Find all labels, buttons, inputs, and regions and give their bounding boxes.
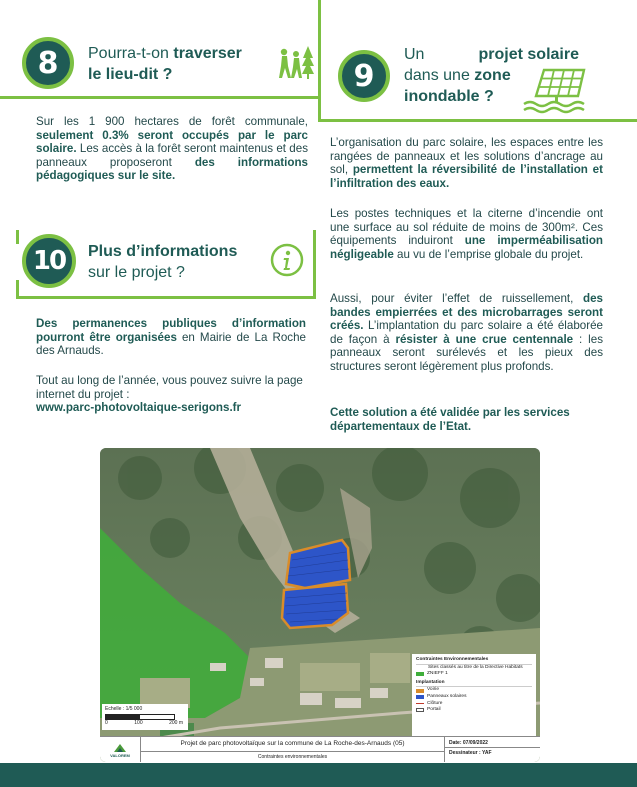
caption-title: Projet de parc photovoltaïque sur la commune de La Roche-des-Arnauds (05)	[141, 737, 444, 752]
divider-box10-right	[313, 230, 316, 299]
panels-swatch-icon	[416, 695, 424, 699]
site-map	[100, 448, 540, 762]
caption-date: Date: 07/09/2022	[445, 737, 540, 748]
section-10-paragraph-2: Tout au long de l’année, vous pouvez suivre la page internet du projet :	[36, 374, 303, 401]
legend-title-layout: Implantation	[416, 680, 532, 688]
divider-box10-top	[16, 230, 19, 244]
legend-item-road: Voirie	[416, 687, 532, 694]
section-9-number: 9	[338, 50, 390, 102]
hikers-icon	[272, 44, 314, 84]
section-8-text: Sur les 1 900 hectares de forêt communale, seulement 0.3% seront occupés par le parc solaire. Les accès à la forêt seront maintenus et des panneaux proposeront des informations pédagogiques sur le site.	[36, 115, 308, 183]
section-9-paragraph-3: Aussi, pour éviter l’effet de ruissellement, des bandes empierrées et des microbarrages seront créés. L’implantation du parc solaire a été élaborée de façon à résister à une crue centennale : les panneaux seront surélevés et les pieux des structures seront légèrement plus profonds.	[330, 292, 603, 373]
footer-bar	[0, 763, 637, 787]
section-10-title: Plus d’informations sur le projet ?	[88, 243, 238, 281]
section-10-number: 10	[22, 234, 76, 288]
legend-item-panels: Panneaux solaires	[416, 694, 532, 701]
section-9-paragraph-4: Cette solution a été validée par les services départementaux de l’Etat.	[330, 406, 570, 433]
divider-box10-bottom	[16, 296, 316, 299]
legend-title-constraints: Contraintes Environnementales	[416, 657, 532, 665]
scale-bar	[105, 714, 175, 720]
fence-line-icon	[416, 703, 424, 704]
section-9-paragraph-2: Les postes techniques et la citerne d’incendie ont une surface au sol réduite de moins de 300m². Ces équipements induiront une imperméabilisation négligeable au vu de l’emprise globale du projet.	[330, 207, 603, 261]
scale-0: 0	[105, 720, 108, 726]
road-swatch-icon	[416, 689, 424, 693]
section-10-paragraph-1: Des permanences publiques d’information pourront être organisées en Mairie de La Roche des Arnauds.	[36, 317, 306, 358]
znieff-swatch-icon	[416, 672, 424, 676]
legend-item-gate: Portail	[416, 707, 532, 714]
divider-top-left	[0, 96, 321, 99]
divider-box10-left	[16, 280, 19, 299]
scale-label: Echelle : 1/5 000	[105, 706, 143, 712]
legend-item-fence: Clôture	[416, 701, 532, 708]
solar-field-south	[282, 584, 348, 628]
section-8-number: 8	[22, 37, 74, 89]
divider-vertical	[318, 0, 321, 122]
valorem-logo: VALOREM	[100, 737, 141, 762]
section-9-title: Un projet solaire dans une zone inondable ?	[404, 46, 579, 105]
divider-top-right	[318, 119, 637, 122]
caption-subtitle: Contraintes environnementales	[257, 754, 328, 760]
gate-icon	[416, 708, 424, 712]
caption-designer: Dessinateur : YAF	[449, 750, 492, 756]
map-scale	[102, 704, 188, 730]
map-legend	[412, 654, 536, 740]
legend-item-znieff: ZNIEFF 1	[416, 671, 532, 678]
solar-panel-water-icon	[522, 66, 588, 114]
project-website-link[interactable]: www.parc-photovoltaique-serigons.fr	[36, 401, 242, 414]
section-8-title: Pourra-t-on traverser le lieu-dit ?	[88, 45, 242, 83]
legend-item-habitats: Sites classés au titre de la Directive Habitats	[428, 664, 523, 670]
section-9-paragraph-1: L’organisation du parc solaire, les espaces entre les rangées de panneaux et les solutions d’ancrage au sol, permettent la réversibilité de l’installation et l’infiltration des eaux.	[330, 136, 603, 190]
scale-200: 200 m	[169, 720, 183, 726]
scale-100: 100	[134, 720, 143, 726]
map-caption	[100, 736, 540, 762]
info-icon	[270, 243, 304, 277]
